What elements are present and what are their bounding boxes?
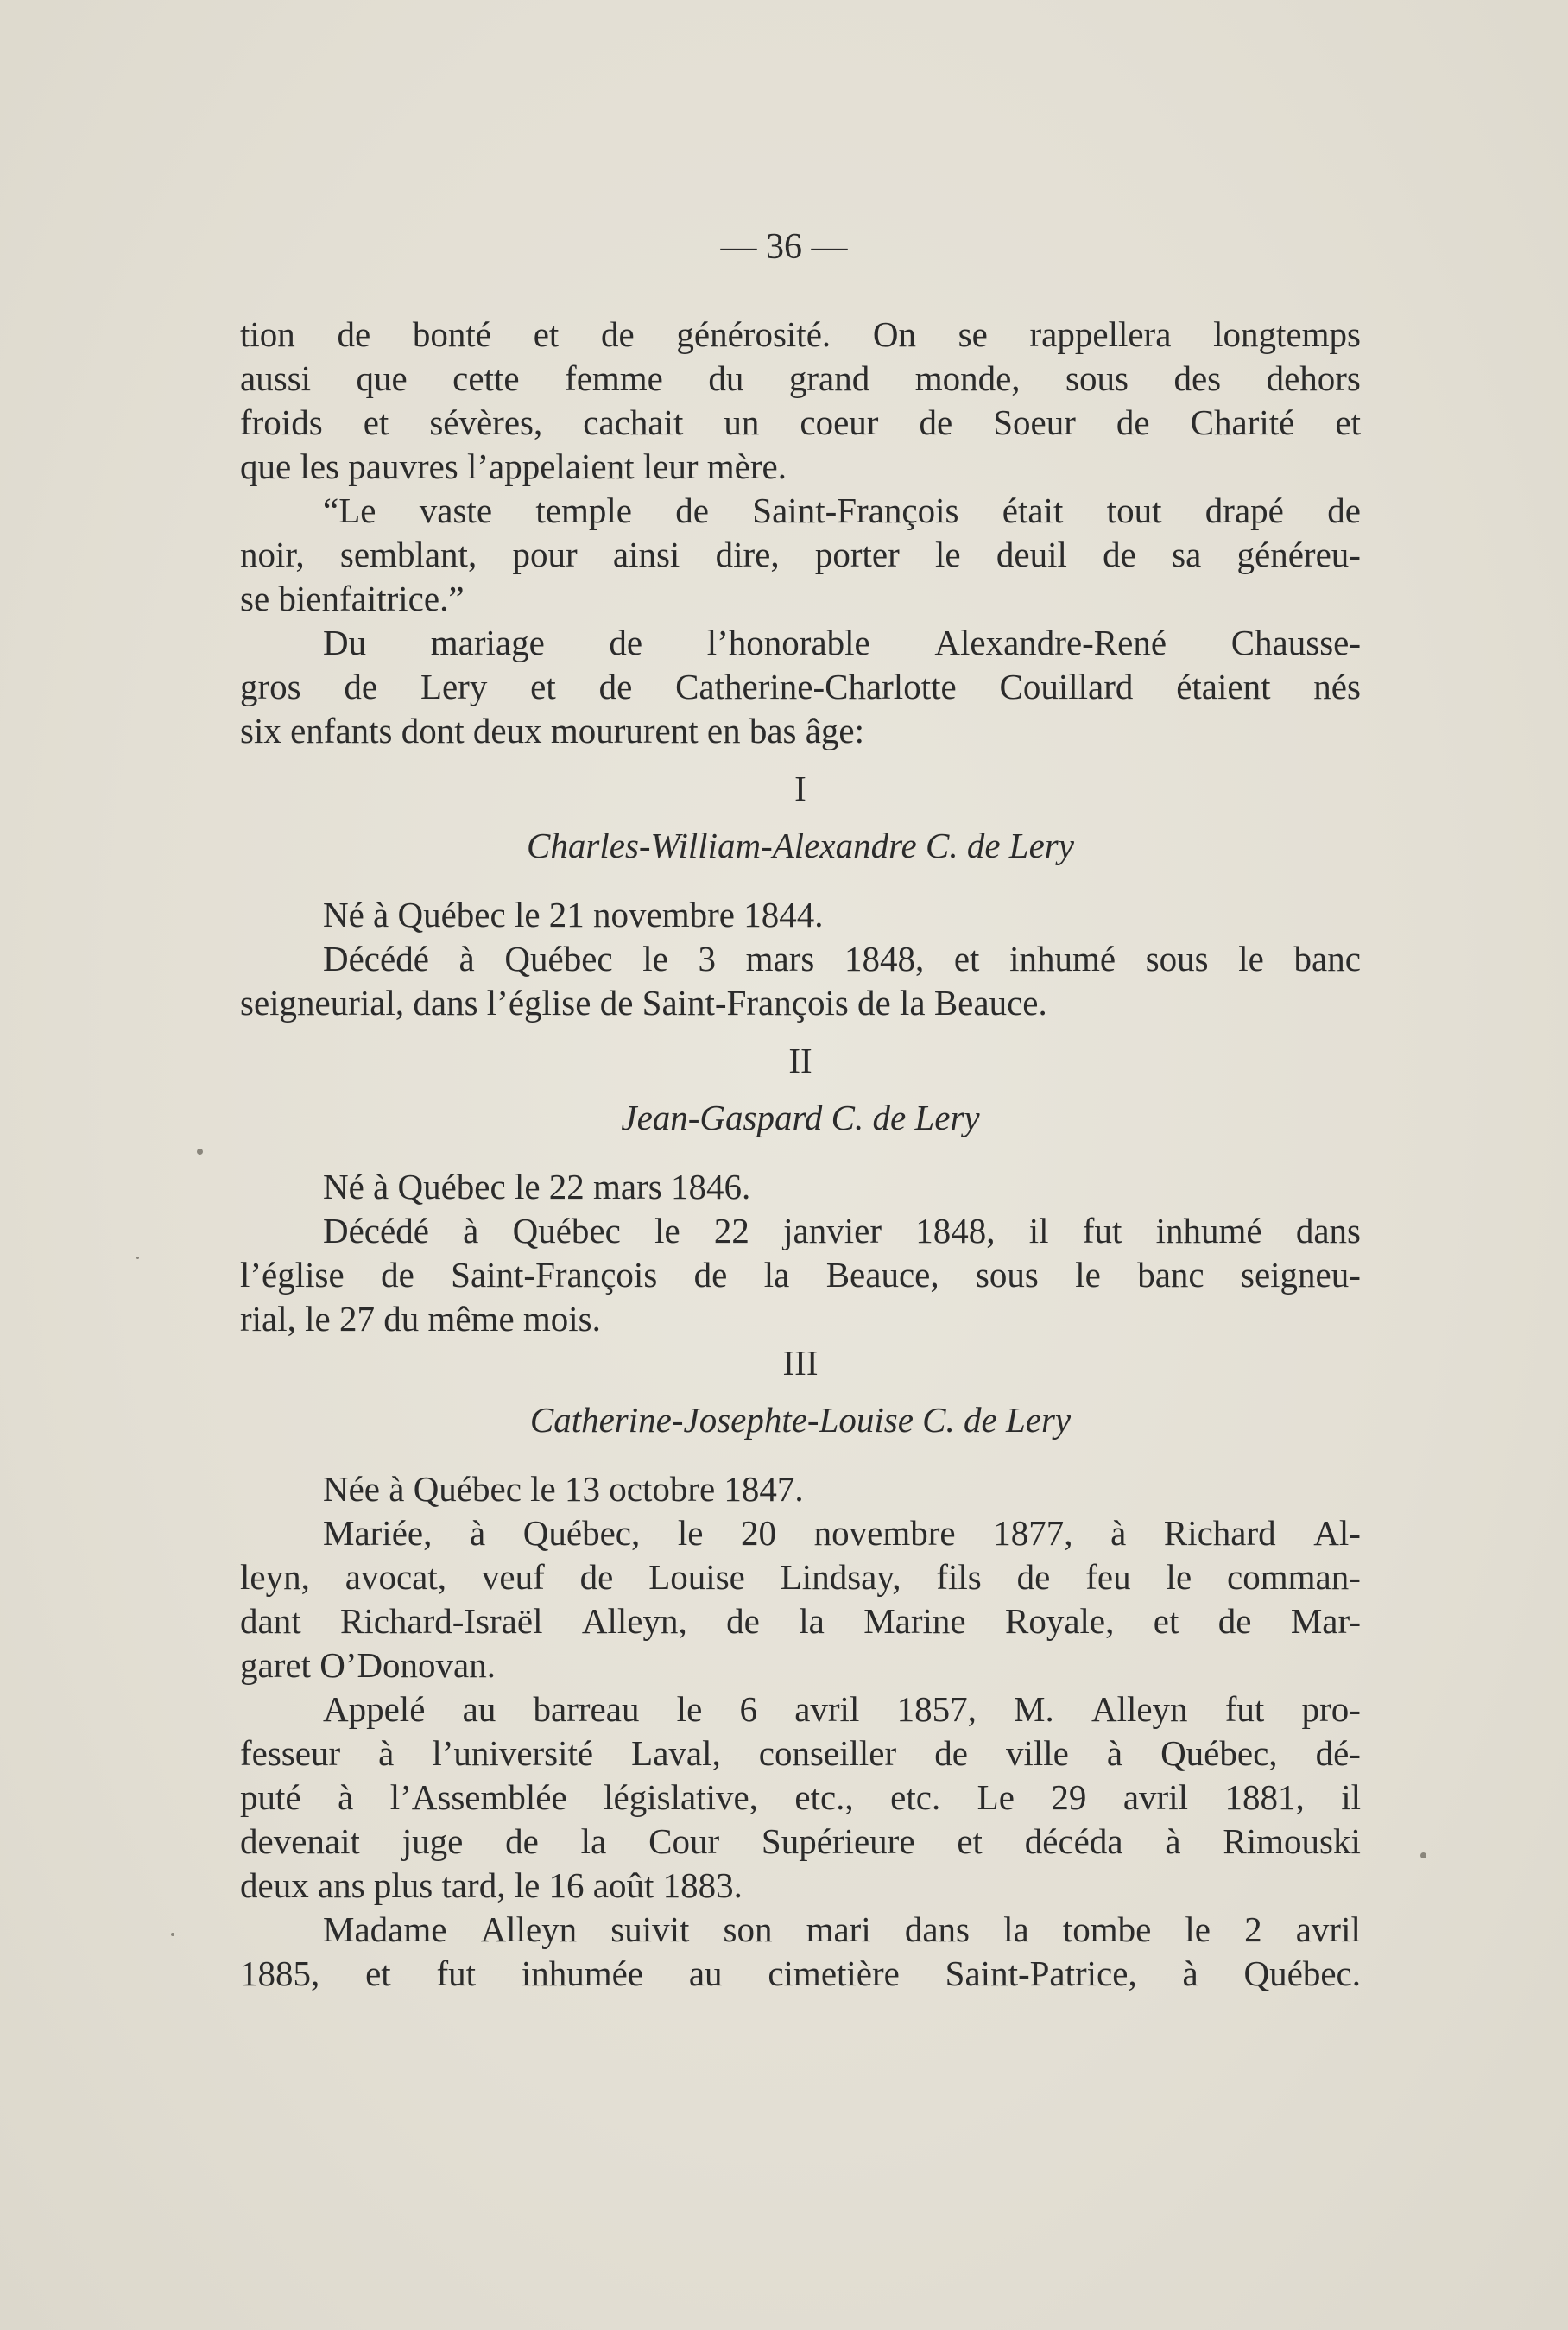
text-line: que les pauvres l’appelaient leur mère. <box>240 446 787 486</box>
text-line: froids et sévères, cachait un coeur de Soeur de Charité et <box>240 402 1361 442</box>
text-line: deux ans plus tard, le 16 août 1883. <box>240 1865 743 1905</box>
text-line: Né à Québec le 21 novembre 1844. <box>323 895 824 934</box>
text-line: l’église de Saint-François de la Beauce, sous le banc seigneu- <box>240 1255 1361 1295</box>
text-line: rial, le 27 du même mois. <box>240 1299 601 1339</box>
text-line: Madame Alleyn suivit son mari dans la tombe le 2 avril <box>323 1909 1361 1949</box>
text-line: devenait juge de la Cour Supérieure et décéda à Rimouski <box>240 1821 1361 1861</box>
text-line: noir, semblant, pour ainsi dire, porter le deuil de sa généreu- <box>240 535 1361 574</box>
text-line: tion de bonté et de générosité. On se rappellera longtemps <box>240 314 1361 354</box>
paper-speck <box>197 1149 203 1155</box>
text-line: six enfants dont deux moururent en bas âge: <box>240 711 865 750</box>
section-name: Charles-William-Alexandre C. de Lery <box>527 826 1074 865</box>
text-line: puté à l’Assemblée législative, etc., etc. Le 29 avril 1881, il <box>240 1777 1361 1817</box>
body-text <box>240 313 1361 1996</box>
paper-speck <box>136 1257 139 1259</box>
text-line: Décédé à Québec le 22 janvier 1848, il fut inhumé dans <box>323 1211 1361 1250</box>
section-numeral: II <box>788 1041 812 1080</box>
paper-speck <box>1420 1852 1426 1858</box>
text-line: fesseur à l’université Laval, conseiller de ville à Québec, dé- <box>240 1733 1361 1773</box>
text-line: Née à Québec le 13 octobre 1847. <box>323 1469 804 1509</box>
text-line: seigneurial, dans l’église de Saint-François de la Beauce. <box>240 983 1047 1023</box>
text-line: dant Richard-Israël Alleyn, de la Marine Royale, et de Mar- <box>240 1601 1361 1641</box>
text-line: gros de Lery et de Catherine-Charlotte Couillard étaient nés <box>240 667 1361 706</box>
text-line: se bienfaitrice.” <box>240 579 465 618</box>
text-line: “Le vaste temple de Saint-François était tout drapé de <box>323 491 1361 530</box>
paper-speck <box>171 1933 174 1936</box>
text-line: garet O’Donovan. <box>240 1645 496 1685</box>
text-line: 1885, et fut inhumée au cimetière Saint-Patrice, à Québec. <box>240 1953 1361 1993</box>
text-line: leyn, avocat, veuf de Louise Lindsay, fils de feu le comman- <box>240 1557 1361 1597</box>
text-line: Mariée, à Québec, le 20 novembre 1877, à Richard Al- <box>323 1513 1361 1553</box>
text-line: Décédé à Québec le 3 mars 1848, et inhumé sous le banc <box>323 939 1361 978</box>
section-name: Jean-Gaspard C. de Lery <box>621 1098 980 1137</box>
section-numeral: I <box>794 769 806 808</box>
text-line: Appelé au barreau le 6 avril 1857, M. Alleyn fut pro- <box>323 1689 1361 1729</box>
text-line: Né à Québec le 22 mars 1846. <box>323 1167 751 1206</box>
text-line: aussi que cette femme du grand monde, sous des dehors <box>240 358 1361 398</box>
section-name: Catherine-Josephte-Louise C. de Lery <box>529 1400 1072 1440</box>
text-line: Du mariage de l’honorable Alexandre-René Chausse- <box>323 623 1361 662</box>
section-numeral: III <box>782 1343 819 1383</box>
page-number: — 36 — <box>720 227 848 267</box>
